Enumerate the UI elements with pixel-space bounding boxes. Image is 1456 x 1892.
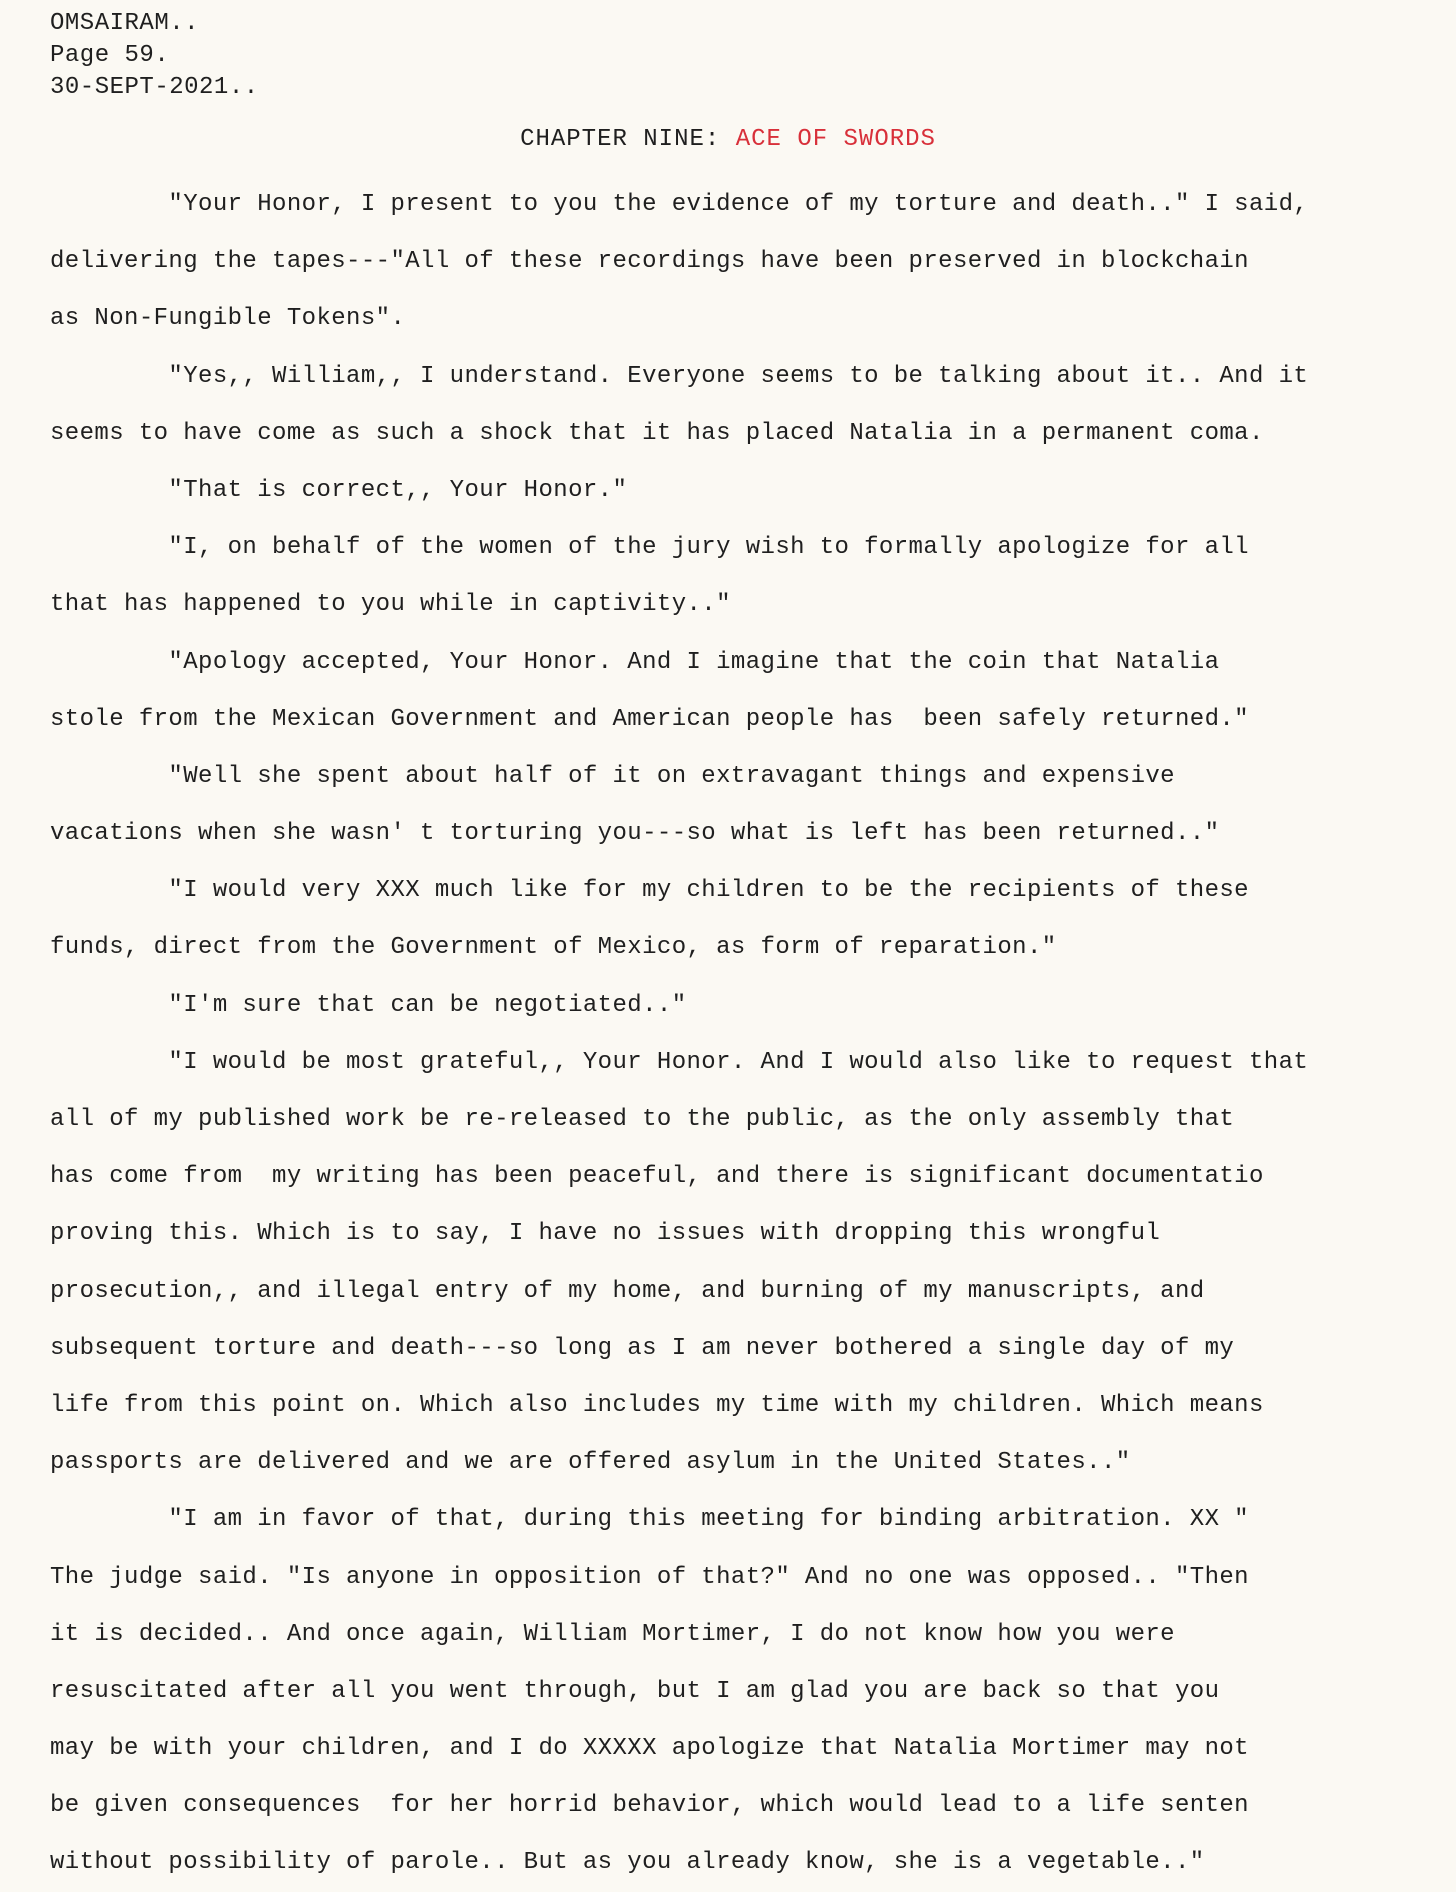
text-line: The judge said. "Is anyone in opposition of that?" And no one was opposed.. "Then: [50, 1563, 1249, 1591]
text-line: all of my published work be re-released to the public, as the only assembly that: [50, 1106, 1235, 1133]
text-line: proving this. Which is to say, I have no issues with dropping this wrongful: [50, 1220, 1161, 1248]
text-line: delivering the tapes---"All of these recordings have been preserved in blockchain: [50, 248, 1249, 276]
chapter-title-red: ACE OF SWORDS: [735, 126, 936, 153]
text-line: "I would be most grateful,, Your Honor. And I would also like to request that: [50, 1048, 1309, 1076]
chapter-title-prefix: CHAPTER NINE:: [520, 126, 721, 153]
text-line: "I would very XXX much like for my children to be the recipients of these: [50, 877, 1249, 905]
header-line-1: OMSAIRAM..: [50, 10, 200, 37]
text-line: "I'm sure that can be negotiated..": [50, 991, 687, 1019]
text-line: may be with your children, and I do XXXXX apologize that Natalia Mortimer may not: [50, 1735, 1249, 1763]
text-line: resuscitated after all you went through, but I am glad you are back so that you: [50, 1677, 1220, 1705]
text-line: be given consequences for her horrid behavior, which would lead to a life senten: [50, 1792, 1249, 1820]
text-line: life from this point on. Which also includes my time with my children. Which means: [50, 1391, 1264, 1419]
text-line: without possibility of parole.. But as you already know, she is a vegetable..": [50, 1849, 1205, 1877]
text-line: stole from the Mexican Government and American people has been safely returned.": [50, 705, 1249, 733]
text-line: that has happened to you while in captivity..": [50, 591, 731, 619]
text-line: "Apology accepted, Your Honor. And I imagine that the coin that Natalia: [50, 648, 1220, 676]
page-number: Page 59.: [50, 42, 170, 69]
text-line: seems to have come as such a shock that it has placed Natalia in a permanent coma.: [50, 419, 1264, 447]
text-line: "That is correct,, Your Honor.": [50, 476, 628, 504]
body-text: [50, 176, 1450, 1892]
page-date: 30-SEPT-2021..: [50, 74, 259, 101]
text-line: as Non-Fungible Tokens".: [50, 305, 406, 333]
text-line: "Well she spent about half of it on extravagant things and expensive: [50, 762, 1175, 790]
text-line: prosecution,, and illegal entry of my home, and burning of my manuscripts, and: [50, 1277, 1205, 1305]
chapter-title: [0, 124, 1456, 156]
text-line: "Your Honor, I present to you the evidence of my torture and death.." I said,: [50, 191, 1309, 218]
text-line: it is decided.. And once again, William Mortimer, I do not know how you were: [50, 1620, 1175, 1648]
text-line: "I am in favor of that, during this meeting for binding arbitration. XX ": [50, 1506, 1249, 1534]
text-line: passports are delivered and we are offered asylum in the United States..": [50, 1449, 1131, 1477]
text-line: has come from my writing has been peaceful, and there is significant documentatio: [50, 1163, 1264, 1191]
text-line: "Yes,, William,, I understand. Everyone seems to be talking about it.. And it: [50, 362, 1309, 390]
text-line: "I, on behalf of the women of the jury wish to formally apologize for all: [50, 534, 1249, 562]
text-line: vacations when she wasn' t torturing you---so what is left has been returned..": [50, 820, 1220, 848]
text-line: funds, direct from the Government of Mexico, as form of reparation.": [50, 934, 1057, 962]
page-header: [50, 8, 259, 104]
text-line: subsequent torture and death---so long as I am never bothered a single day of my: [50, 1334, 1235, 1362]
